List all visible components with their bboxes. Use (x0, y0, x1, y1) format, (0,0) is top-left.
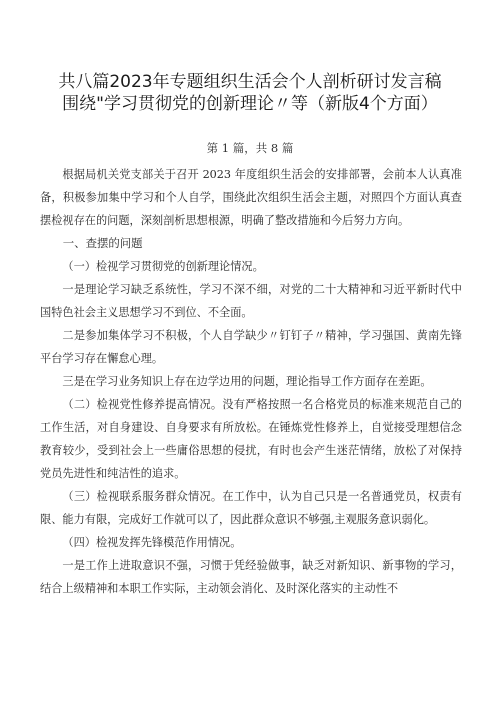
body-paragraph: （三）检视联系服务群众情况。在工作中，认为自己只是一名普通党员，权责有限、能力有限，完成好工作就可以了，因此群众意识不够强,主观服务意识弱化。 (40, 490, 462, 526)
body-paragraph: 二是参加集体学习不积极，个人自学缺少〃钉钉子〃精神，学习强国、黄南先锋平台学习存在懈怠心理。 (40, 329, 462, 365)
subsection-heading: （一）检视学习贯彻党的创新理论情况。 (62, 260, 264, 273)
intro-paragraph: 根据局机关党支部关于召开 2023 年度组织生活会的安排部署，会前本人认真准备，积极参加集中学习和个人自学，围绕此次组织生活会主题，对照四个方面认真查摆检视存在的问题，深刻剖析思想根源，明确了整改措施和今后努力方向。 (40, 168, 462, 227)
body-paragraph: 三是在学习业务知识上存在边学边用的问题，理论指导工作方面存在差距。 (62, 375, 432, 388)
body-paragraph: 一是理论学习缺乏系统性，学习不深不细，对党的二十大精神和习近平新时代中国特色社会主义思想学习不到位、不全面。 (40, 283, 462, 319)
section-heading: 一、查摆的问题 (62, 236, 143, 250)
document-title-line-1: 共八篇2023年专题组织生活会个人剖析研讨发言稿 (58, 72, 442, 92)
body-paragraph: （二）检视党性修养提高情况。没有严格按照一名合格党员的标准来规范自己的工作生活，对自身建设、自身要求有所放松。在锤炼党性修养上，自觉接受理想信念教育较少，受到社会上一些庸俗思想的侵扰，有时也会产生迷茫情绪，放松了对保持党员先进性和纯洁性的追求。 (40, 398, 462, 480)
subsection-heading: （四）检视发挥先锋模范作用情况。 (62, 536, 242, 549)
body-paragraph: 一是工作上进取意识不强，习惯于凭经验做事，缺乏对新知识、新事物的学习，结合上级精神和本职工作实际，主动领会消化、及时深化落实的主动性不 (40, 559, 462, 595)
document-body (40, 163, 462, 600)
page-indicator: 第 1 篇，共 8 篇 (206, 141, 294, 155)
document-title-line-2: 围绕"学习贯彻党的创新理论〃等（新版4个方面） (62, 94, 438, 114)
